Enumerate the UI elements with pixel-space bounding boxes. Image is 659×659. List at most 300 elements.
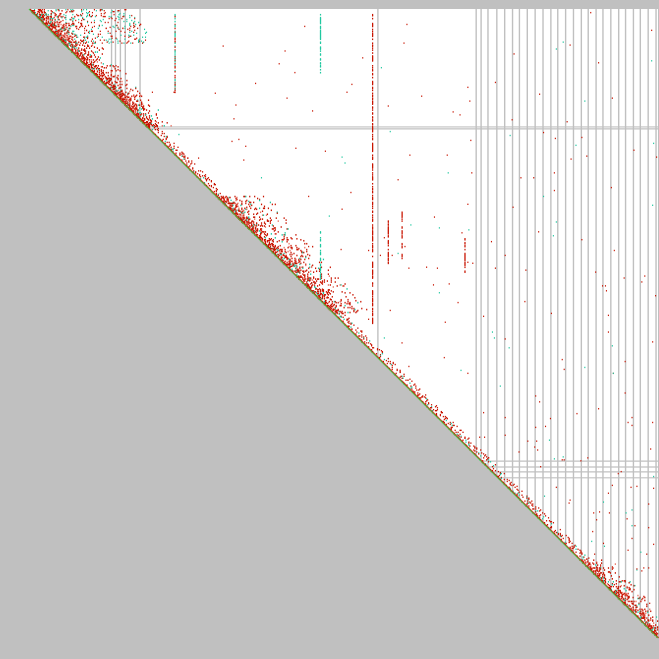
matrix-entry <box>636 568 637 569</box>
matrix-entry <box>125 73 126 75</box>
matrix-entry <box>657 627 658 628</box>
matrix-entry <box>403 374 404 375</box>
matrix-entry <box>579 555 580 556</box>
matrix-entry <box>88 41 89 42</box>
matrix-entry <box>123 42 124 43</box>
matrix-entry <box>369 340 370 341</box>
matrix-entry <box>66 23 67 24</box>
matrix-entry <box>303 262 304 264</box>
matrix-entry <box>145 33 146 34</box>
matrix-entry <box>126 19 127 20</box>
matrix-entry <box>640 616 641 617</box>
matrix-entry <box>103 19 104 20</box>
matrix-entry <box>287 239 288 241</box>
column-streak-entry <box>464 249 465 251</box>
matrix-entry <box>598 62 599 63</box>
matrix-entry <box>328 294 329 296</box>
matrix-entry <box>655 627 656 629</box>
matrix-entry <box>98 65 99 67</box>
matrix-entry <box>635 601 636 603</box>
matrix-entry <box>648 614 649 616</box>
column-streak-entry <box>372 296 373 298</box>
column-streak-entry <box>174 26 175 28</box>
matrix-entry <box>157 126 158 127</box>
column-streak-entry <box>372 154 373 156</box>
matrix-entry <box>456 432 457 433</box>
matrix-entry <box>65 29 66 30</box>
matrix-entry <box>647 611 648 613</box>
matrix-entry <box>343 313 344 315</box>
matrix-entry <box>95 51 96 53</box>
matrix-entry <box>88 54 89 56</box>
matrix-entry <box>608 567 609 569</box>
matrix-entry <box>136 33 137 34</box>
matrix-entry <box>653 476 654 477</box>
matrix-entry <box>256 209 257 211</box>
matrix-entry <box>87 59 88 60</box>
matrix-entry <box>133 32 134 33</box>
matrix-entry <box>57 21 58 22</box>
matrix-entry <box>586 558 587 559</box>
matrix-entry <box>92 15 93 16</box>
column-streak-entry <box>174 75 175 77</box>
matrix-entry <box>587 457 588 458</box>
matrix-entry <box>72 20 73 21</box>
column-streak-entry <box>372 179 373 181</box>
matrix-entry <box>408 366 409 367</box>
matrix-entry <box>147 121 148 122</box>
matrix-entry <box>305 270 306 272</box>
matrix-entry <box>470 140 471 141</box>
matrix-entry <box>124 32 125 33</box>
matrix-entry <box>551 521 552 522</box>
matrix-entry <box>69 38 70 39</box>
matrix-entry <box>124 36 125 37</box>
column-streak-entry <box>174 53 175 55</box>
matrix-entry <box>601 562 602 564</box>
matrix-entry <box>305 257 306 259</box>
matrix-entry <box>249 225 250 226</box>
matrix-entry <box>109 78 110 79</box>
matrix-entry <box>138 22 139 23</box>
matrix-entry <box>295 234 296 236</box>
matrix-entry <box>262 225 263 227</box>
matrix-entry <box>100 39 101 40</box>
matrix-entry <box>563 456 564 457</box>
column-streak-entry <box>401 247 402 249</box>
matrix-entry <box>80 15 81 16</box>
matrix-entry <box>65 15 66 16</box>
matrix-entry <box>357 302 358 304</box>
matrix-entry <box>134 38 135 39</box>
matrix-entry <box>129 17 130 18</box>
column-streak-entry <box>372 74 373 76</box>
matrix-entry <box>121 81 122 83</box>
matrix-entry <box>82 13 83 14</box>
matrix-entry <box>133 23 134 24</box>
matrix-entry <box>330 293 331 295</box>
matrix-entry <box>71 41 72 42</box>
column-streak-entry <box>174 28 175 30</box>
matrix-entry <box>80 42 81 43</box>
matrix-entry <box>138 113 139 114</box>
matrix-entry <box>351 328 352 329</box>
matrix-entry <box>447 154 448 155</box>
matrix-entry <box>532 505 533 506</box>
matrix-entry <box>308 258 309 260</box>
matrix-entry <box>134 98 135 100</box>
matrix-entry <box>427 404 428 405</box>
matrix-entry <box>141 95 142 97</box>
matrix-entry <box>101 71 102 72</box>
matrix-entry <box>275 227 276 229</box>
matrix-entry <box>300 239 301 241</box>
matrix-entry <box>344 319 345 320</box>
matrix-entry <box>581 553 582 554</box>
matrix-entry <box>39 14 40 15</box>
matrix-entry <box>59 34 60 35</box>
matrix-entry <box>284 258 285 259</box>
matrix-entry <box>653 488 654 489</box>
matrix-entry <box>575 145 576 146</box>
matrix-entry <box>344 283 345 285</box>
column-streak-entry <box>320 66 321 68</box>
matrix-entry <box>551 523 552 524</box>
matrix-entry <box>316 280 317 282</box>
matrix-entry <box>250 208 251 210</box>
matrix-entry <box>310 273 311 275</box>
matrix-entry <box>554 458 555 459</box>
matrix-entry <box>632 609 633 611</box>
matrix-entry <box>104 13 105 14</box>
matrix-entry <box>60 21 61 22</box>
column-streak-entry <box>320 54 321 56</box>
matrix-entry <box>631 417 632 418</box>
matrix-entry <box>52 20 53 21</box>
matrix-entry <box>81 24 82 25</box>
matrix-entry <box>476 451 477 452</box>
matrix-entry <box>56 30 57 31</box>
matrix-entry <box>102 42 103 43</box>
matrix-entry <box>74 16 75 18</box>
matrix-entry <box>139 40 140 41</box>
matrix-entry <box>70 26 71 27</box>
matrix-entry <box>245 146 246 147</box>
column-streak-entry <box>372 120 373 122</box>
matrix-entry <box>592 562 593 563</box>
matrix-entry <box>66 27 67 29</box>
matrix-entry <box>361 336 362 337</box>
matrix-entry <box>486 459 487 460</box>
matrix-entry <box>303 240 304 242</box>
column-streak-entry <box>372 98 373 100</box>
matrix-entry <box>344 285 345 287</box>
matrix-entry <box>151 115 152 117</box>
matrix-entry <box>88 45 89 47</box>
matrix-entry <box>111 85 112 86</box>
matrix-entry <box>518 495 519 496</box>
matrix-entry <box>84 33 85 34</box>
matrix-entry <box>284 247 285 249</box>
column-streak-entry <box>372 192 373 194</box>
matrix-entry <box>303 271 304 273</box>
matrix-entry <box>218 195 219 196</box>
matrix-entry <box>287 251 288 253</box>
matrix-entry <box>617 592 618 593</box>
matrix-entry <box>619 576 620 578</box>
matrix-entry <box>320 297 321 298</box>
matrix-entry <box>130 42 131 43</box>
matrix-entry <box>242 212 243 213</box>
column-streak-entry <box>372 151 373 153</box>
matrix-entry <box>351 306 352 308</box>
matrix-entry <box>344 307 345 309</box>
matrix-entry <box>521 495 522 496</box>
matrix-entry <box>602 576 603 577</box>
matrix-entry <box>350 326 351 327</box>
matrix-entry <box>328 284 329 286</box>
matrix-entry <box>287 247 288 249</box>
matrix-entry <box>653 627 654 628</box>
matrix-entry <box>253 213 254 215</box>
matrix-entry <box>363 338 364 339</box>
matrix-entry <box>313 271 314 273</box>
matrix-entry <box>494 337 495 338</box>
matrix-entry <box>403 42 404 43</box>
matrix-entry <box>129 30 130 31</box>
matrix-entry <box>127 41 128 42</box>
matrix-entry <box>560 529 561 530</box>
column-streak-entry <box>464 265 465 267</box>
matrix-entry <box>58 35 59 36</box>
column-streak-entry <box>464 243 465 245</box>
matrix-entry <box>143 113 144 115</box>
column-streak-entry <box>372 45 373 47</box>
matrix-entry <box>335 311 336 312</box>
matrix-entry <box>540 466 541 467</box>
matrix-entry <box>91 66 92 67</box>
matrix-entry <box>486 456 487 457</box>
column-streak-entry <box>372 216 373 218</box>
matrix-entry <box>91 56 92 58</box>
matrix-entry <box>297 249 298 251</box>
column-streak-entry <box>401 237 402 239</box>
matrix-entry <box>70 9 71 10</box>
column-streak-entry <box>320 271 321 273</box>
column-streak-entry <box>372 204 373 206</box>
matrix-entry <box>239 200 240 202</box>
matrix-entry <box>97 37 98 38</box>
matrix-entry <box>169 142 170 143</box>
matrix-entry <box>311 285 312 286</box>
matrix-entry <box>109 42 110 43</box>
matrix-entry <box>220 193 221 194</box>
matrix-entry <box>70 19 71 21</box>
matrix-entry <box>306 251 307 253</box>
matrix-entry <box>124 26 125 27</box>
matrix-entry <box>631 601 632 602</box>
matrix-entry <box>268 240 269 241</box>
column-streak-entry <box>320 38 321 40</box>
matrix-entry <box>288 265 289 266</box>
matrix-entry <box>91 59 92 61</box>
matrix-entry <box>135 88 136 90</box>
column-streak-entry <box>320 23 321 25</box>
matrix-entry <box>474 447 475 448</box>
matrix-entry <box>102 66 103 68</box>
matrix-entry <box>67 31 68 32</box>
matrix-entry <box>117 42 118 43</box>
matrix-entry <box>42 19 43 20</box>
matrix-entry <box>48 19 49 21</box>
column-streak-entry <box>372 67 373 69</box>
matrix-entry <box>327 303 328 304</box>
matrix-entry <box>113 11 114 12</box>
matrix-entry <box>408 267 409 268</box>
matrix-entry <box>312 279 313 281</box>
matrix-entry <box>146 117 147 118</box>
matrix-entry <box>342 156 343 157</box>
matrix-entry <box>250 202 251 204</box>
column-streak-entry <box>372 60 373 62</box>
matrix-entry <box>253 230 254 231</box>
matrix-entry <box>290 264 291 265</box>
column-streak-entry <box>372 183 373 185</box>
matrix-entry <box>280 249 281 250</box>
matrix-entry <box>629 606 630 607</box>
matrix-entry <box>44 9 45 11</box>
matrix-entry <box>145 114 146 115</box>
matrix-entry <box>650 617 651 619</box>
matrix-entry <box>271 209 272 211</box>
matrix-entry <box>63 14 64 15</box>
column-streak-entry <box>320 48 321 50</box>
matrix-entry <box>48 10 49 11</box>
matrix-entry <box>634 605 635 606</box>
matrix-entry <box>149 105 150 107</box>
matrix-entry <box>511 485 512 486</box>
matrix-entry <box>124 28 125 29</box>
matrix-entry <box>68 30 69 31</box>
matrix-entry <box>584 100 585 101</box>
matrix-entry <box>110 33 111 34</box>
matrix-entry <box>146 109 147 111</box>
matrix-entry <box>237 206 238 208</box>
matrix-entry <box>66 11 67 12</box>
matrix-entry <box>644 609 645 611</box>
matrix-entry <box>613 581 614 583</box>
matrix-entry <box>313 277 314 279</box>
matrix-entry <box>112 18 113 19</box>
matrix-entry <box>112 83 113 84</box>
matrix-entry <box>62 38 63 39</box>
matrix-entry <box>55 22 56 24</box>
matrix-entry <box>490 461 491 462</box>
matrix-entry <box>269 225 270 227</box>
matrix-entry <box>556 48 557 49</box>
matrix-entry <box>426 266 427 267</box>
matrix-entry <box>128 99 129 100</box>
matrix-entry <box>405 380 406 381</box>
matrix-entry <box>72 34 73 35</box>
matrix-entry <box>312 246 313 248</box>
matrix-entry <box>316 288 317 289</box>
matrix-entry <box>111 75 112 77</box>
column-streak-entry <box>372 174 373 176</box>
matrix-entry <box>133 25 134 26</box>
matrix-entry <box>60 37 61 38</box>
matrix-entry <box>65 12 66 13</box>
matrix-entry <box>328 273 329 275</box>
matrix-entry <box>355 329 356 330</box>
matrix-entry <box>400 372 401 373</box>
matrix-entry <box>119 81 120 83</box>
column-streak-entry <box>372 95 373 97</box>
column-streak-entry <box>388 236 389 238</box>
matrix-entry <box>108 75 109 77</box>
matrix-entry <box>296 271 297 272</box>
matrix-entry <box>187 157 188 158</box>
matrix-entry <box>509 480 510 481</box>
matrix-entry <box>97 47 98 49</box>
matrix-entry <box>649 623 650 624</box>
matrix-entry <box>91 45 92 47</box>
matrix-entry <box>653 544 654 545</box>
matrix-entry <box>627 604 628 606</box>
matrix-entry <box>646 553 647 554</box>
matrix-entry <box>335 281 336 283</box>
matrix-entry <box>50 18 51 19</box>
matrix-entry <box>609 579 610 581</box>
matrix-entry <box>480 455 481 456</box>
matrix-entry <box>373 347 374 348</box>
matrix-entry <box>116 38 117 39</box>
matrix-entry <box>68 34 69 35</box>
matrix-entry <box>254 218 255 220</box>
column-streak-entry <box>372 38 373 40</box>
matrix-entry <box>135 38 136 39</box>
matrix-entry <box>415 387 416 388</box>
matrix-entry <box>390 361 391 362</box>
matrix-entry <box>98 36 99 37</box>
matrix-entry <box>127 29 128 30</box>
matrix-entry <box>403 376 404 377</box>
matrix-entry <box>87 15 88 16</box>
matrix-entry <box>459 114 460 115</box>
matrix-entry <box>177 147 178 148</box>
matrix-entry <box>76 47 77 48</box>
matrix-entry <box>161 135 162 136</box>
matrix-entry <box>381 67 382 68</box>
matrix-entry <box>521 491 522 492</box>
matrix-entry <box>185 160 186 161</box>
column-streak-entry <box>372 169 373 171</box>
matrix-entry <box>144 29 145 30</box>
matrix-entry <box>368 250 369 251</box>
matrix-entry <box>347 312 348 314</box>
matrix-entry <box>273 246 274 247</box>
matrix-entry <box>104 16 105 17</box>
column-streak-entry <box>320 50 321 52</box>
matrix-entry <box>137 91 138 93</box>
matrix-entry <box>319 284 320 286</box>
matrix-entry <box>265 226 266 228</box>
matrix-entry <box>505 255 506 256</box>
column-streak-entry <box>372 199 373 201</box>
matrix-entry <box>286 222 287 224</box>
matrix-entry <box>203 177 204 178</box>
matrix-entry <box>291 248 292 250</box>
